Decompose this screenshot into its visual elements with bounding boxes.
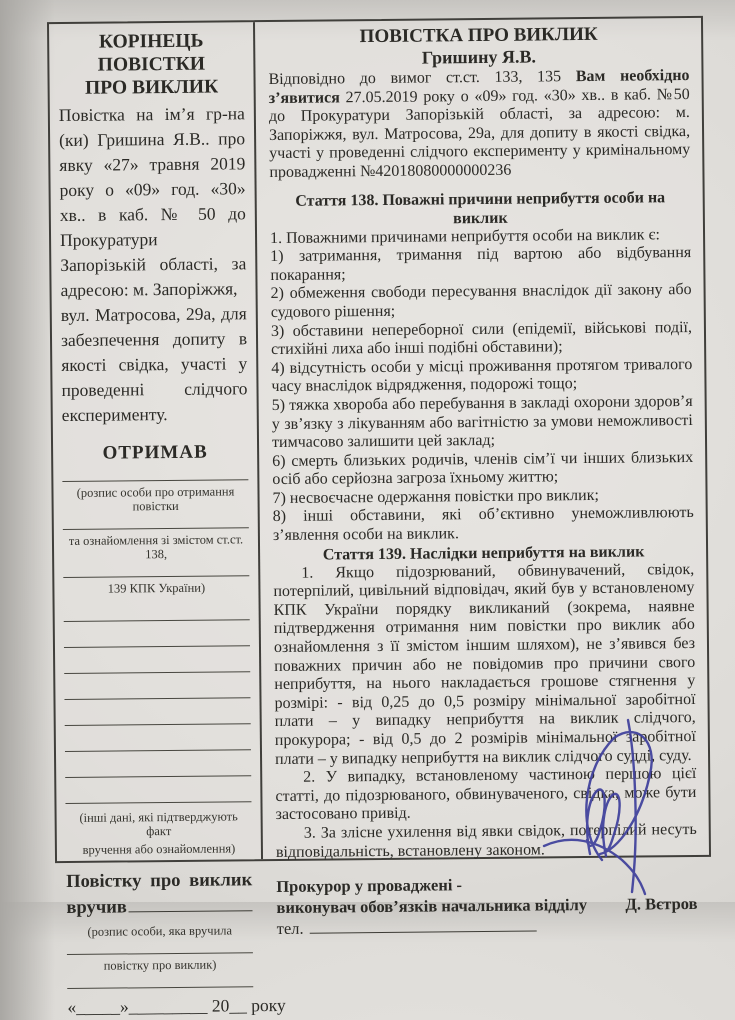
received-heading: ОТРИМАВ (102, 441, 208, 464)
handed-word: виклик (189, 870, 253, 891)
telephone-row (277, 916, 537, 939)
intro-bold: Вам необхідно з’явитися (268, 67, 690, 107)
stub-body-text1: Повістка на ім’я гр-на (ки) Гришина Я.В.. про явку «27» травня 2019 року о «09» год. «30» хв.. в каб. № 50 до Прокуратури Запорізькій області, за адресою: м. Запоріжжя, (58, 103, 247, 301)
article-138-item: 8) інші обставини, які об’єктивно унеможливлюють з’явлення особи на виклик. (272, 504, 694, 545)
rule-line (63, 594, 249, 622)
article-138-item: 1. Поважними причинами неприбуття особи на виклик є: (269, 225, 660, 247)
summons-column (255, 18, 709, 939)
caption-receipt-1: (розпис особи про отримання повістки (76, 484, 235, 514)
rule-line (65, 750, 251, 778)
telephone-label: тел. (276, 918, 304, 939)
article-138-item: 7) несвоєчасне одержання повістки про виклик; (272, 486, 599, 507)
rule-line (67, 971, 253, 989)
rule-line (63, 512, 249, 530)
prosecutor-role-line1: Прокурор у проваджені - (276, 875, 463, 897)
stub-date-line: «_____»_________ 20__ року (67, 994, 286, 1018)
signature-blank-line (129, 893, 253, 912)
article-138-item: 6) смерть близьких родичів, членів сім’ї чи інших близьких осіб або серйозна загроза їхньому життю; (272, 448, 694, 489)
stub-title (58, 29, 245, 100)
rule-line (64, 646, 250, 674)
caption-receipt-3: 139 КПК України) (107, 580, 206, 596)
handed-block (66, 867, 252, 921)
article-138-item: 4) відсутність особи у місці проживання протягом тривалого часу внаслідок відрядження, подорожі тощо; (271, 355, 693, 396)
rule-line (67, 937, 253, 955)
rule-line (64, 698, 250, 726)
summons-title: ПОВІСТКА ПРО ВИКЛИК (359, 23, 598, 48)
prosecutor-role-line2-row (276, 893, 697, 918)
stub-body (59, 101, 248, 428)
article-138-item: 2) обмеження свободи пересування внаслідок дії закону або судового рішення; (270, 281, 692, 321)
caption-other-2: вручення або ознайомлення) (82, 841, 236, 857)
handed-line1 (66, 867, 252, 895)
summons-table (47, 16, 711, 1018)
article-139-para3: 3. За злісне ухилення від явки свідок, потерпілий несуть відповідальність, встановлену законом. (275, 820, 697, 861)
rule-line (62, 464, 248, 482)
handed-word: Повістку (66, 871, 142, 893)
handed-word: вручив (66, 897, 127, 919)
summons-addressee: Гришину Я.В. (421, 46, 537, 68)
rule-line (65, 776, 251, 804)
intro-rest: 27.05.2019 року о «09» год. «30» хв.. в каб. №50 до Прокуратури Запорізькій області, за адресою: м. Запоріжжя, вул. Матросова, 29а, для допиту в якості свідка, участі у проведенні слідчого експерименту у кримінальному провадженні №42018080000000236 (268, 85, 691, 182)
summons-intro (268, 67, 690, 183)
article-138-item: 3) обставини непереборної сили (епідемії, військові події, стихійні лиха або інші подібні обставини); (270, 318, 693, 359)
prosecutor-name: Д. Вєтров (625, 894, 698, 914)
article-138-item: 5) тяжка хвороба або перебування в закладі охорони здоров’я у зв’язку з лікуванням або вагітністю за умови неможливості тимчасово залишити цей заклад; (271, 392, 693, 452)
article-139-para2: 2. У випадку, встановленому частиною першою цієї статті, до підозрюваного, обвинуваченого, свідка, може бути застосовано привід. (275, 765, 697, 824)
article-139-para1: 1. Якщо підозрюваний, обвинувачений, свідок, потерпілий, цивільний відповідач, який був у встановленому КПК України порядку викликаний (зокрема, наявне підтвердження отримання ним повістки про виклик або ознайомлення з її змістом іншим шляхом), не з’явився без поважних причин або не повідомив про причини свого неприбуття, на нього накладається грошове стягнення у розмірі: - від 0,25 до 0,5 розміру мінімальної заробітної плати – у випадку неприбуття на виклик слідчого, прокурора; - від 0,5 до 2 розмірів мінімальної заробітної плати – у випадку неприбуття на виклик слідчого судді, суду. (273, 560, 696, 768)
intro-prefix: Відповідно до вимог ст.ст. 133, 135 (268, 68, 576, 89)
handed-word: про (150, 870, 181, 892)
rule-line (64, 672, 250, 700)
stub-title-line1: КОРІНЕЦЬ ПОВІСТКИ (97, 30, 206, 76)
caption-other-1: (інші дані, які підтверджують факт (79, 809, 238, 839)
handed-line2 (66, 893, 252, 921)
stub-title-line2: ПРО ВИКЛИК (84, 76, 219, 99)
rule-line (63, 560, 249, 578)
article-138-item: 1) затримання, тримання під вартою або відбування покарання; (270, 244, 692, 284)
rule-line (64, 620, 250, 648)
article-138-heading: Стаття 138. Поважні причини неприбуття особи на виклик (295, 188, 666, 227)
article-139-heading: Стаття 139. Наслідки неприбуття на виклик (322, 543, 645, 564)
rule-line (65, 724, 251, 752)
stub-body-text2: вул. Матросова, 29а, для забезпечення допиту в якості свідка, участі у проведенні слідчого експерименту. (60, 303, 248, 426)
telephone-blank-line (310, 917, 537, 934)
prosecutor-role-line2: виконувач обов’язків начальника відділу (276, 895, 588, 918)
caption-receipt-2: та ознайомлення зі змістом ст.ст. 138, (68, 532, 244, 562)
caption-deliverer-2: повістку про виклик) (103, 957, 217, 973)
counterfoil-column (49, 22, 286, 1018)
caption-deliverer-1: (розпис особи, яка вручила (87, 923, 233, 939)
prosecutor-signature-block (276, 872, 698, 939)
